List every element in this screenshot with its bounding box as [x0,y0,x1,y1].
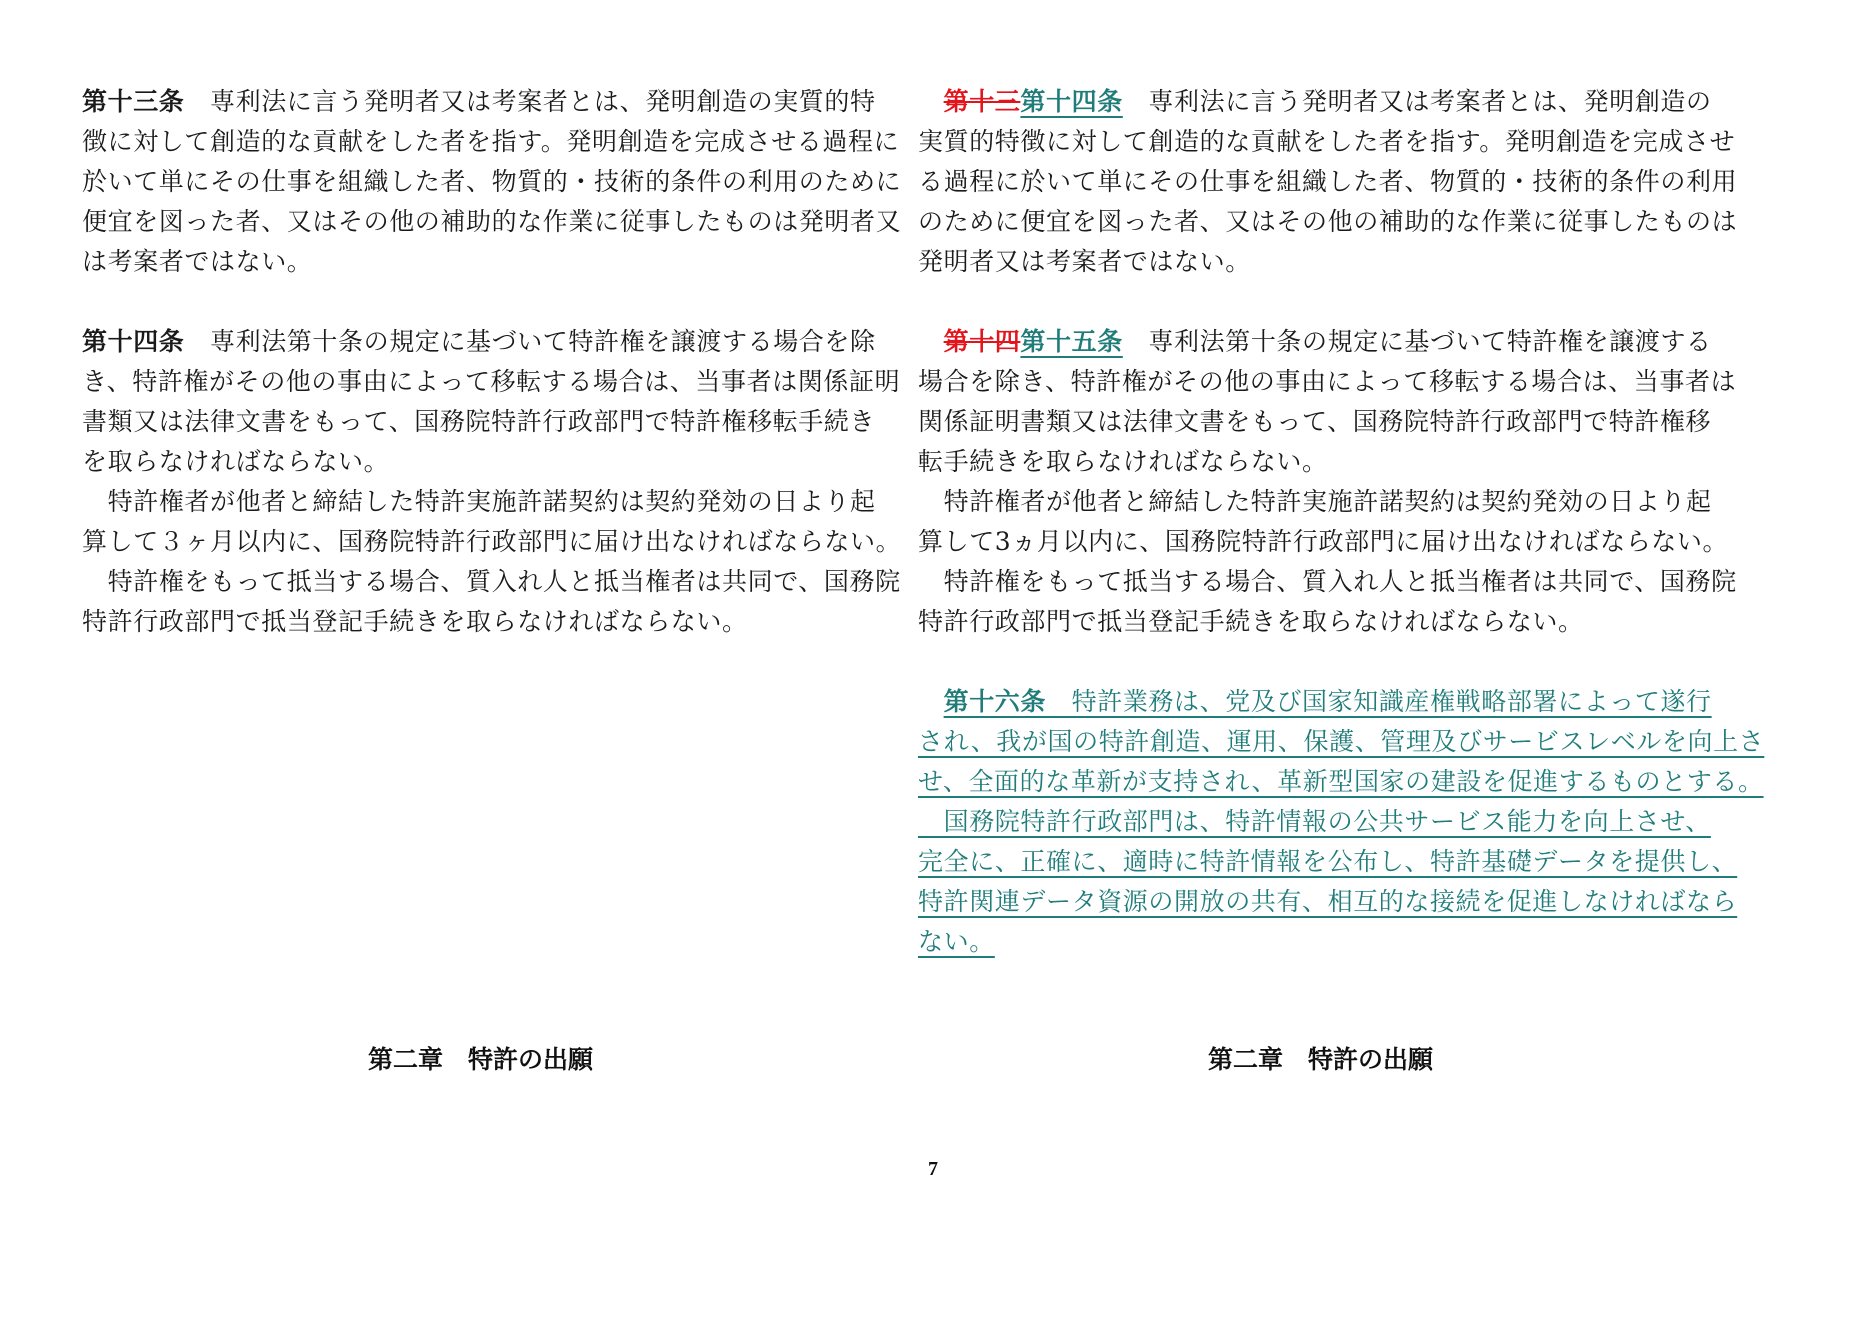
text-line: 発明者又は考案者ではない。 [918,247,1251,276]
article-number: 第十四条 [82,327,185,356]
text-line: 実質的特徴に対して創造的な貢献をした者を指す。発明創造を完成させ [918,127,1736,156]
article-16-inserted [918,682,1765,962]
revised-text-column [918,82,1765,962]
text-line: 特許行政部門で抵当登記手続きを取らなければならない。 [82,607,748,636]
inserted-text-line: 特許関連データ資源の開放の共有、相互的な接続を促進しなければなら [918,887,1738,916]
text-line: き、特許権がその他の事由によって移転する場合は、当事者は関係証明 [82,367,901,396]
inserted-text-line: され、我が国の特許創造、運用、保護、管理及びサービスレベルを向上さ [918,727,1765,756]
article-14-revised [918,82,1738,282]
text-line: は考案者ではない。 [82,247,313,276]
text-line: 場合を除き、特許権がその他の事由によって移転する場合は、当事者は [918,367,1737,396]
text-line: を取らなければならない。 [82,447,390,476]
text-line: 専利法に言う発明者又は考案者とは、発明創造の [1122,87,1712,116]
article-number: 第十三条 [82,87,185,116]
original-text-column [82,82,902,642]
text-line: 於いて単にその仕事を組織した者、物質的・技術的条件の利用のために [82,167,902,196]
text-line: 徴に対して創造的な貢献をした者を指す。発明創造を完成させる過程に [82,127,900,156]
article-15-revised [918,322,1737,642]
indent [918,87,944,116]
text-line: 特許権をもって抵当する場合、質入れ人と抵当権者は共同で、国務院 [918,567,1737,596]
text-line: 算して3ヵ月以内に、国務院特許行政部門に届け出なければならない。 [918,527,1729,556]
text-line: 特許権者が他者と締結した特許実施許諾契約は契約発効の日より起 [918,487,1712,516]
deleted-article-number: 第十三 [943,87,1021,116]
page-number: 7 [928,1158,938,1180]
chapter-heading-revised: 第二章 特許の出願 [1208,1045,1434,1074]
text-line: 専利法第十条の規定に基づいて特許権を譲渡する場合を除 [184,327,876,356]
inserted-text-line: せ、全面的な革新が支持され、革新型国家の建設を促進するものとする。 [918,767,1764,796]
text-line: 転手続きを取らなければならない。 [918,447,1328,476]
inserted-article-number: 第十四条 [1020,87,1123,116]
article-13-original [82,82,902,282]
inserted-article-number: 第十六条 [943,687,1047,716]
text-line: 関係証明書類又は法律文書をもって、国務院特許行政部門で特許権移 [918,407,1712,436]
text-line: る過程に於いて単にその仕事を組織した者、物質的・技術的条件の利用 [918,167,1738,196]
text-line: 専利法第十条の規定に基づいて特許権を譲渡する [1122,327,1712,356]
text-line: 専利法に言う発明者又は考案者とは、発明創造の実質的特 [184,87,876,116]
text-line: のために便宜を図った者、又はその他の補助的な作業に従事したものは [918,207,1738,236]
chapter-heading-original: 第二章 特許の出願 [368,1045,594,1074]
inserted-article-number: 第十五条 [1020,327,1123,356]
inserted-text-line: ない。 [918,927,995,956]
inserted-text-line: 国務院特許行政部門は、特許情報の公共サービス能力を向上させ、 [918,807,1711,836]
spacer [918,282,1730,322]
text-line: 書類又は法律文書をもって、国務院特許行政部門で特許権移転手続き [82,407,876,436]
inserted-text-line: 特許業務は、党及び国家知識産権戦略部署によって遂行 [1046,687,1712,716]
indent [918,327,944,356]
indent [918,687,944,716]
text-line: 特許権者が他者と締結した特許実施許諾契約は契約発効の日より起 [82,487,876,516]
spacer [918,642,1730,682]
text-line: 特許行政部門で抵当登記手続きを取らなければならない。 [918,607,1584,636]
spacer [82,282,897,322]
article-14-original [82,322,902,642]
text-line: 便宜を図った者、又はその他の補助的な作業に従事したものは発明者又 [82,207,902,236]
text-line: 特許権をもって抵当する場合、質入れ人と抵当権者は共同で、国務院 [82,567,901,596]
deleted-article-number: 第十四 [943,327,1021,356]
inserted-text-line: 完全に、正確に、適時に特許情報を公布し、特許基礎データを提供し、 [918,847,1738,876]
text-line: 算して３ヶ月以内に、国務院特許行政部門に届け出なければならない。 [82,527,902,556]
